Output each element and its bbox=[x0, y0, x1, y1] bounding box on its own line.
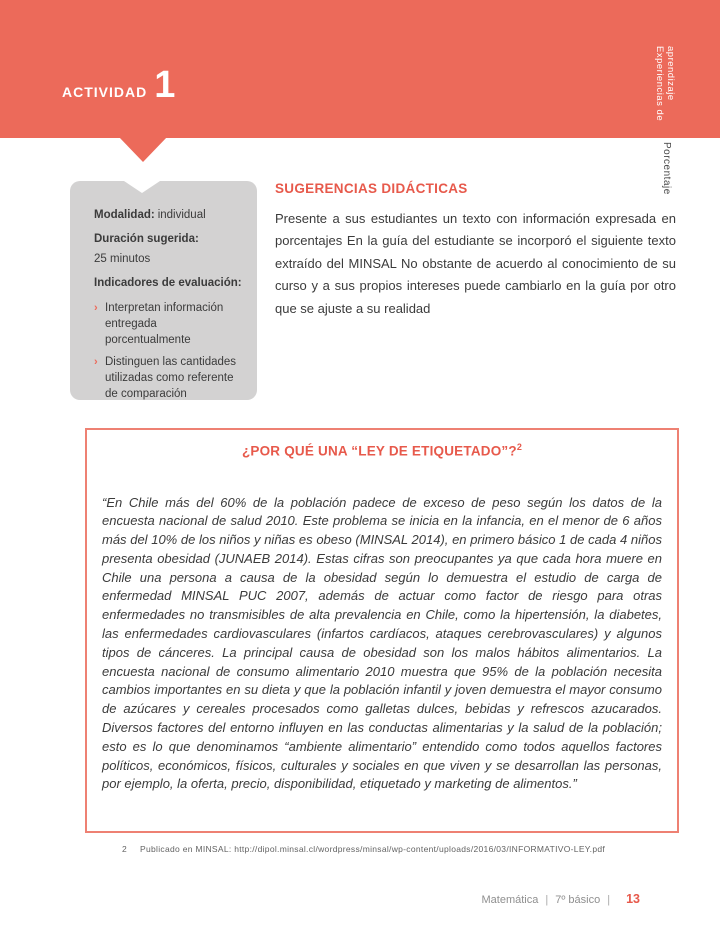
activity-label: ACTIVIDAD bbox=[62, 84, 148, 100]
duracion-value: 25 minutos bbox=[94, 253, 151, 265]
footer-grade: 7º básico bbox=[555, 894, 601, 906]
quote-title-footnote-ref: 2 bbox=[516, 442, 523, 452]
quote-title-text: ¿POR QUÉ UNA “LEY DE ETIQUETADO”? bbox=[241, 443, 517, 459]
quote-box bbox=[85, 428, 679, 833]
activity-header bbox=[62, 66, 175, 104]
footer-subject: Matemática bbox=[481, 894, 539, 906]
footnote-number: 2 bbox=[122, 844, 128, 854]
margin-tab-line2: de aprendizaje bbox=[654, 46, 676, 122]
footnote bbox=[122, 844, 605, 854]
activity-number: 1 bbox=[154, 64, 176, 106]
page-number: 13 bbox=[626, 892, 640, 906]
modalidad-line bbox=[94, 208, 243, 223]
suggestions-section bbox=[275, 181, 676, 320]
quote-title bbox=[97, 442, 667, 459]
footer-separator: | bbox=[607, 894, 611, 906]
duracion-label-line bbox=[94, 232, 243, 247]
duracion-label: Duración sugerida: bbox=[94, 233, 199, 245]
list-item bbox=[94, 354, 243, 402]
page-footer bbox=[482, 892, 640, 906]
indicadores-label: Indicadores de evaluación: bbox=[94, 277, 242, 289]
modalidad-value: individual bbox=[157, 209, 206, 221]
activity-info-box bbox=[70, 181, 257, 400]
indicator-text: Interpretan información entregada porcentualmente bbox=[105, 302, 224, 346]
margin-tab-porcentaje: Porcentaje bbox=[661, 142, 672, 195]
margin-tab-experiencias bbox=[654, 46, 676, 141]
bullet-icon: › bbox=[94, 302, 98, 314]
indicadores-label-line bbox=[94, 276, 243, 291]
footnote-text: Publicado en MINSAL: http://dipol.minsal.cl/wordpress/minsal/wp-content/uploads/2016/03/INFORMATIVO-LEY.pdf bbox=[140, 844, 606, 854]
modalidad-label: Modalidad: bbox=[94, 209, 155, 221]
quote-body: “En Chile más del 60% de la población padece de exceso de peso según los datos de la encuesta nacional de salud 2010. Este problema se inicia en la infancia, en el menor de 6 años más del 10% de los niños y niñas es obeso (MINSAL 2014), en primero básico 1 de cada 4 niños presenta obesidad (JUNAEB 2014). Estas cifras son preocupantes ya que cada hora muere en Chile una persona a causa de la obesidad según lo demuestra el estudio de carga de enfermedad MINSAL PUC 2007, además de actuar como factor de riesgo para otras enfermedades no transmisibles de alta prevalencia en Chile, como la hipertensión, la diabetes, las enfermedades cardiovasculares (infartos cardíacos, ataques cerebrovasculares) y algunos tipos de cánceres. La principal causa de obesidad son los malos hábitos alimentarios. La encuesta nacional de consumo alimentario 2010 muestra que 95% de la población necesita cambios importantes en su dieta y que la población infantil y joven demuestra el mayor consumo de azúcares y cereales procesados como galletas dulces, bebidas y refrescos azucarados. Diversos factores del entorno influyen en las conductas alimentarias y la salud de la población; esto es lo que denominamos “ambiente alimentario” entendido como todos aquellos factores políticos, económicos, físicos, culturales y sociales en que viven y se desarrollan las personas, por ejemplo, la oferta, precio, disponibilidad, etiquetado y marketing de alimentos.” bbox=[102, 494, 662, 792]
indicadores-list bbox=[94, 300, 243, 402]
footer-separator: | bbox=[545, 894, 549, 906]
list-item bbox=[94, 300, 243, 348]
suggestions-body: Presente a sus estudiantes un texto con información expresada en porcentajes En la guía del estudiante se incorporó el siguiente texto extraído del MINSAL No obstante de acuerdo al conocimiento de su curso y a sus propios intereses puede cambiarlo en la guía por otro que se ajuste a su realidad bbox=[275, 211, 676, 316]
margin-tab-line1: Experiencias bbox=[654, 46, 665, 107]
band-arrow-icon bbox=[118, 136, 168, 162]
indicator-text: Distinguen las cantidades utilizadas como referente de comparación bbox=[105, 356, 237, 400]
suggestions-title: SUGERENCIAS DIDÁCTICAS bbox=[275, 181, 468, 196]
bullet-icon: › bbox=[94, 356, 98, 368]
info-box-notch bbox=[124, 181, 160, 193]
